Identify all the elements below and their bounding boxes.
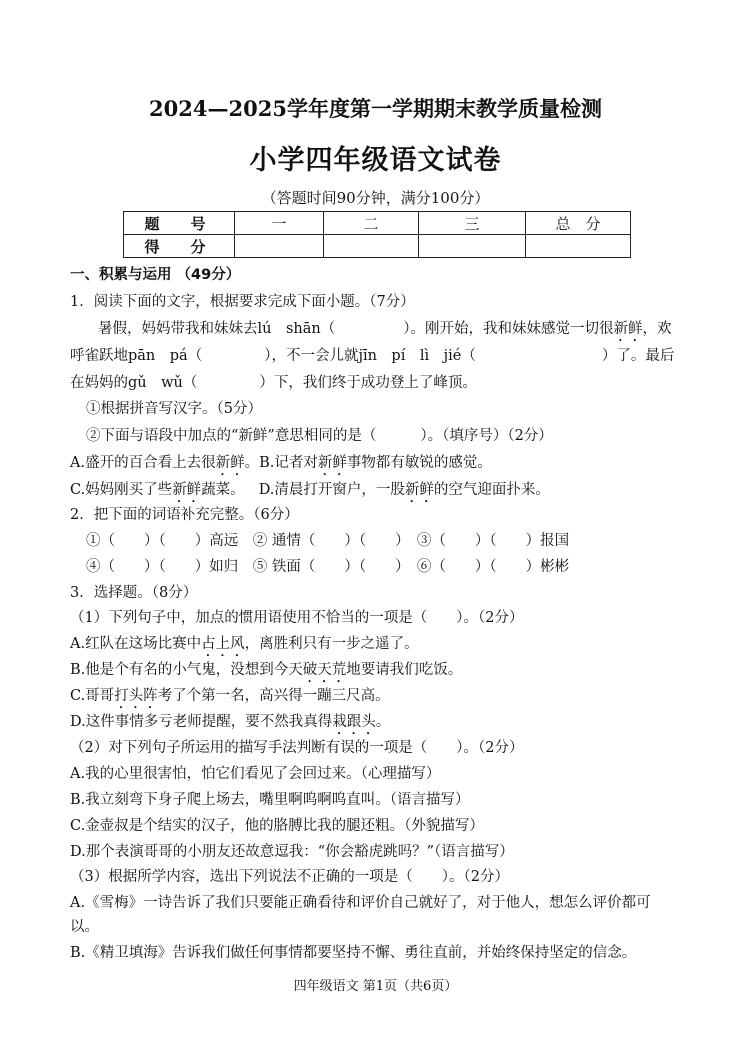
q3-1-option-c[interactable]: C.哥哥打头阵考了个第一名，高兴得一蹦三尺高。 [70,688,390,704]
passage-text: ）了。最后 [601,348,675,364]
score-cell-part1: 一 [235,212,324,235]
option-d[interactable]: D.清晨打开窗户，一股新鲜的空气迎面扑来。 [258,482,550,498]
q3-stem: 3．选择题。（8分） [70,585,198,601]
option-a[interactable]: A.盛开的百合看上去很新鲜。 [70,455,260,471]
q3-1-option-d[interactable]: D.这件事情多亏老师提醒，要不然我真得栽跟头。 [70,714,391,730]
q1-stem: 1．阅读下面的文字，根据要求完成下面小题。（7分） [70,294,415,310]
score-cell-blank[interactable] [419,235,526,258]
q3-3-option-a-line-2: 以。 [70,919,99,935]
page-footer: 四年级语文 第1页（共6页） [293,979,458,994]
q3-sub-1: （1）下列句子中，加点的惯用语使用不恰当的一项是（ ）。（2分） [70,610,524,626]
score-cell-part2: 二 [324,212,419,235]
option-c[interactable]: C.妈妈刚买了些新鲜蔬菜。 [70,482,245,498]
score-cell-total: 总 分 [526,212,631,235]
dotted-word: 新鲜 [613,321,643,337]
q3-1-option-a[interactable]: A.红队在这场比赛中占上风，离胜利只有一步之遥了。 [70,636,419,652]
score-cell-label: 得 分 [124,235,235,258]
q1-sub-2-text: ②下面与语段中加点的“新鲜”意思相同的是（ [86,428,377,444]
q1-sub-2 [86,427,553,445]
score-table [123,211,631,258]
q2-stem: 2．把下面的词语补充完整。（6分） [70,507,299,523]
passage-text: 在妈妈的gǔ wǔ（ [70,375,198,391]
exam-main-title: 小学四年级语文试卷 [249,145,502,176]
q3-2-option-c[interactable]: C.金壶叔是个结实的汉子，他的胳膊比我的腿还粗。（外貌描写） [70,818,484,834]
q1-passage-line-3 [70,374,477,392]
exam-time-note: （答题时间90分钟，满分100分） [261,189,490,207]
passage-text: 暑假，妈妈带我和妹妹去lú shān（ [98,321,336,337]
score-cell-blank[interactable] [324,235,419,258]
q3-3-option-b[interactable]: B.《精卫填海》告诉我们做任何事情都要坚持不懈、勇往直前，并始终保持坚定的信念。 [70,945,637,961]
q2-row-1[interactable]: ①（ ）（ ）高远 ② 通情（ ）（ ） ③（ ）（ ）报国 [86,533,570,549]
score-table-header-row [124,212,631,235]
score-cell-label: 题 号 [124,212,235,235]
score-cell-blank[interactable] [526,235,631,258]
score-cell-part3: 三 [419,212,526,235]
passage-text: ，欢 [642,321,672,337]
q1-passage-line-1 [98,320,672,345]
section-1-title: 一、积累与运用 （49分） [70,267,241,283]
q2-row-2[interactable]: ④（ ）（ ）如归 ⑤ 铁面（ ）（ ） ⑥（ ）（ ）彬彬 [86,559,570,575]
q3-2-option-a[interactable]: A.我的心里很害怕，怕它们看见了会回过来。（心理描写） [70,766,441,782]
q3-2-option-d[interactable]: D.那个表演哥哥的小朋友还故意逗我：“你会豁虎跳吗？”（语言描写） [70,844,514,860]
passage-text: ）下，我们终于成功登上了峰顶。 [259,375,477,391]
q3-1-option-b[interactable]: B.他是个有名的小气鬼，没想到今天破天荒地要请我们吃饭。 [70,662,463,678]
q3-2-option-b[interactable]: B.我立刻弯下身子爬上场去，嘴里啊呜啊呜直叫。（语言描写） [70,792,470,808]
q3-sub-2: （2）对下列句子所运用的描写手法判断有误的一项是（ ）。（2分） [70,740,524,756]
q1-passage-line-2 [70,347,674,365]
score-cell-blank[interactable] [235,235,324,258]
q1-sub-1: ①根据拼音写汉字。（5分） [86,401,262,417]
passage-text: 呼雀跃地pān pá（ [70,348,203,364]
q1-sub-2-text: ）。（填序号）（2分） [420,428,553,444]
q1-options-cd [70,481,550,506]
passage-text: ）。刚开始，我和妹妹感觉一切很 [403,321,614,337]
q3-sub-3: （3）根据所学内容，选出下列说法不正确的一项是（ ）。（2分） [70,869,509,885]
option-b[interactable]: B.记者对新鲜事物都有敏锐的感觉。 [259,455,492,471]
passage-text: ），不一会儿就jīn pí lì jié（ [264,348,476,364]
exam-year-title: 2024—2025学年度第一学期期末教学质量检测 [149,96,602,121]
q1-options-ab [70,454,492,479]
score-table-score-row [124,235,631,258]
q3-3-option-a-line-1[interactable]: A.《雪梅》一诗告诉了我们只要能正确看待和评价自己就好了，对于他人，想怎么评价都可 [70,895,651,911]
